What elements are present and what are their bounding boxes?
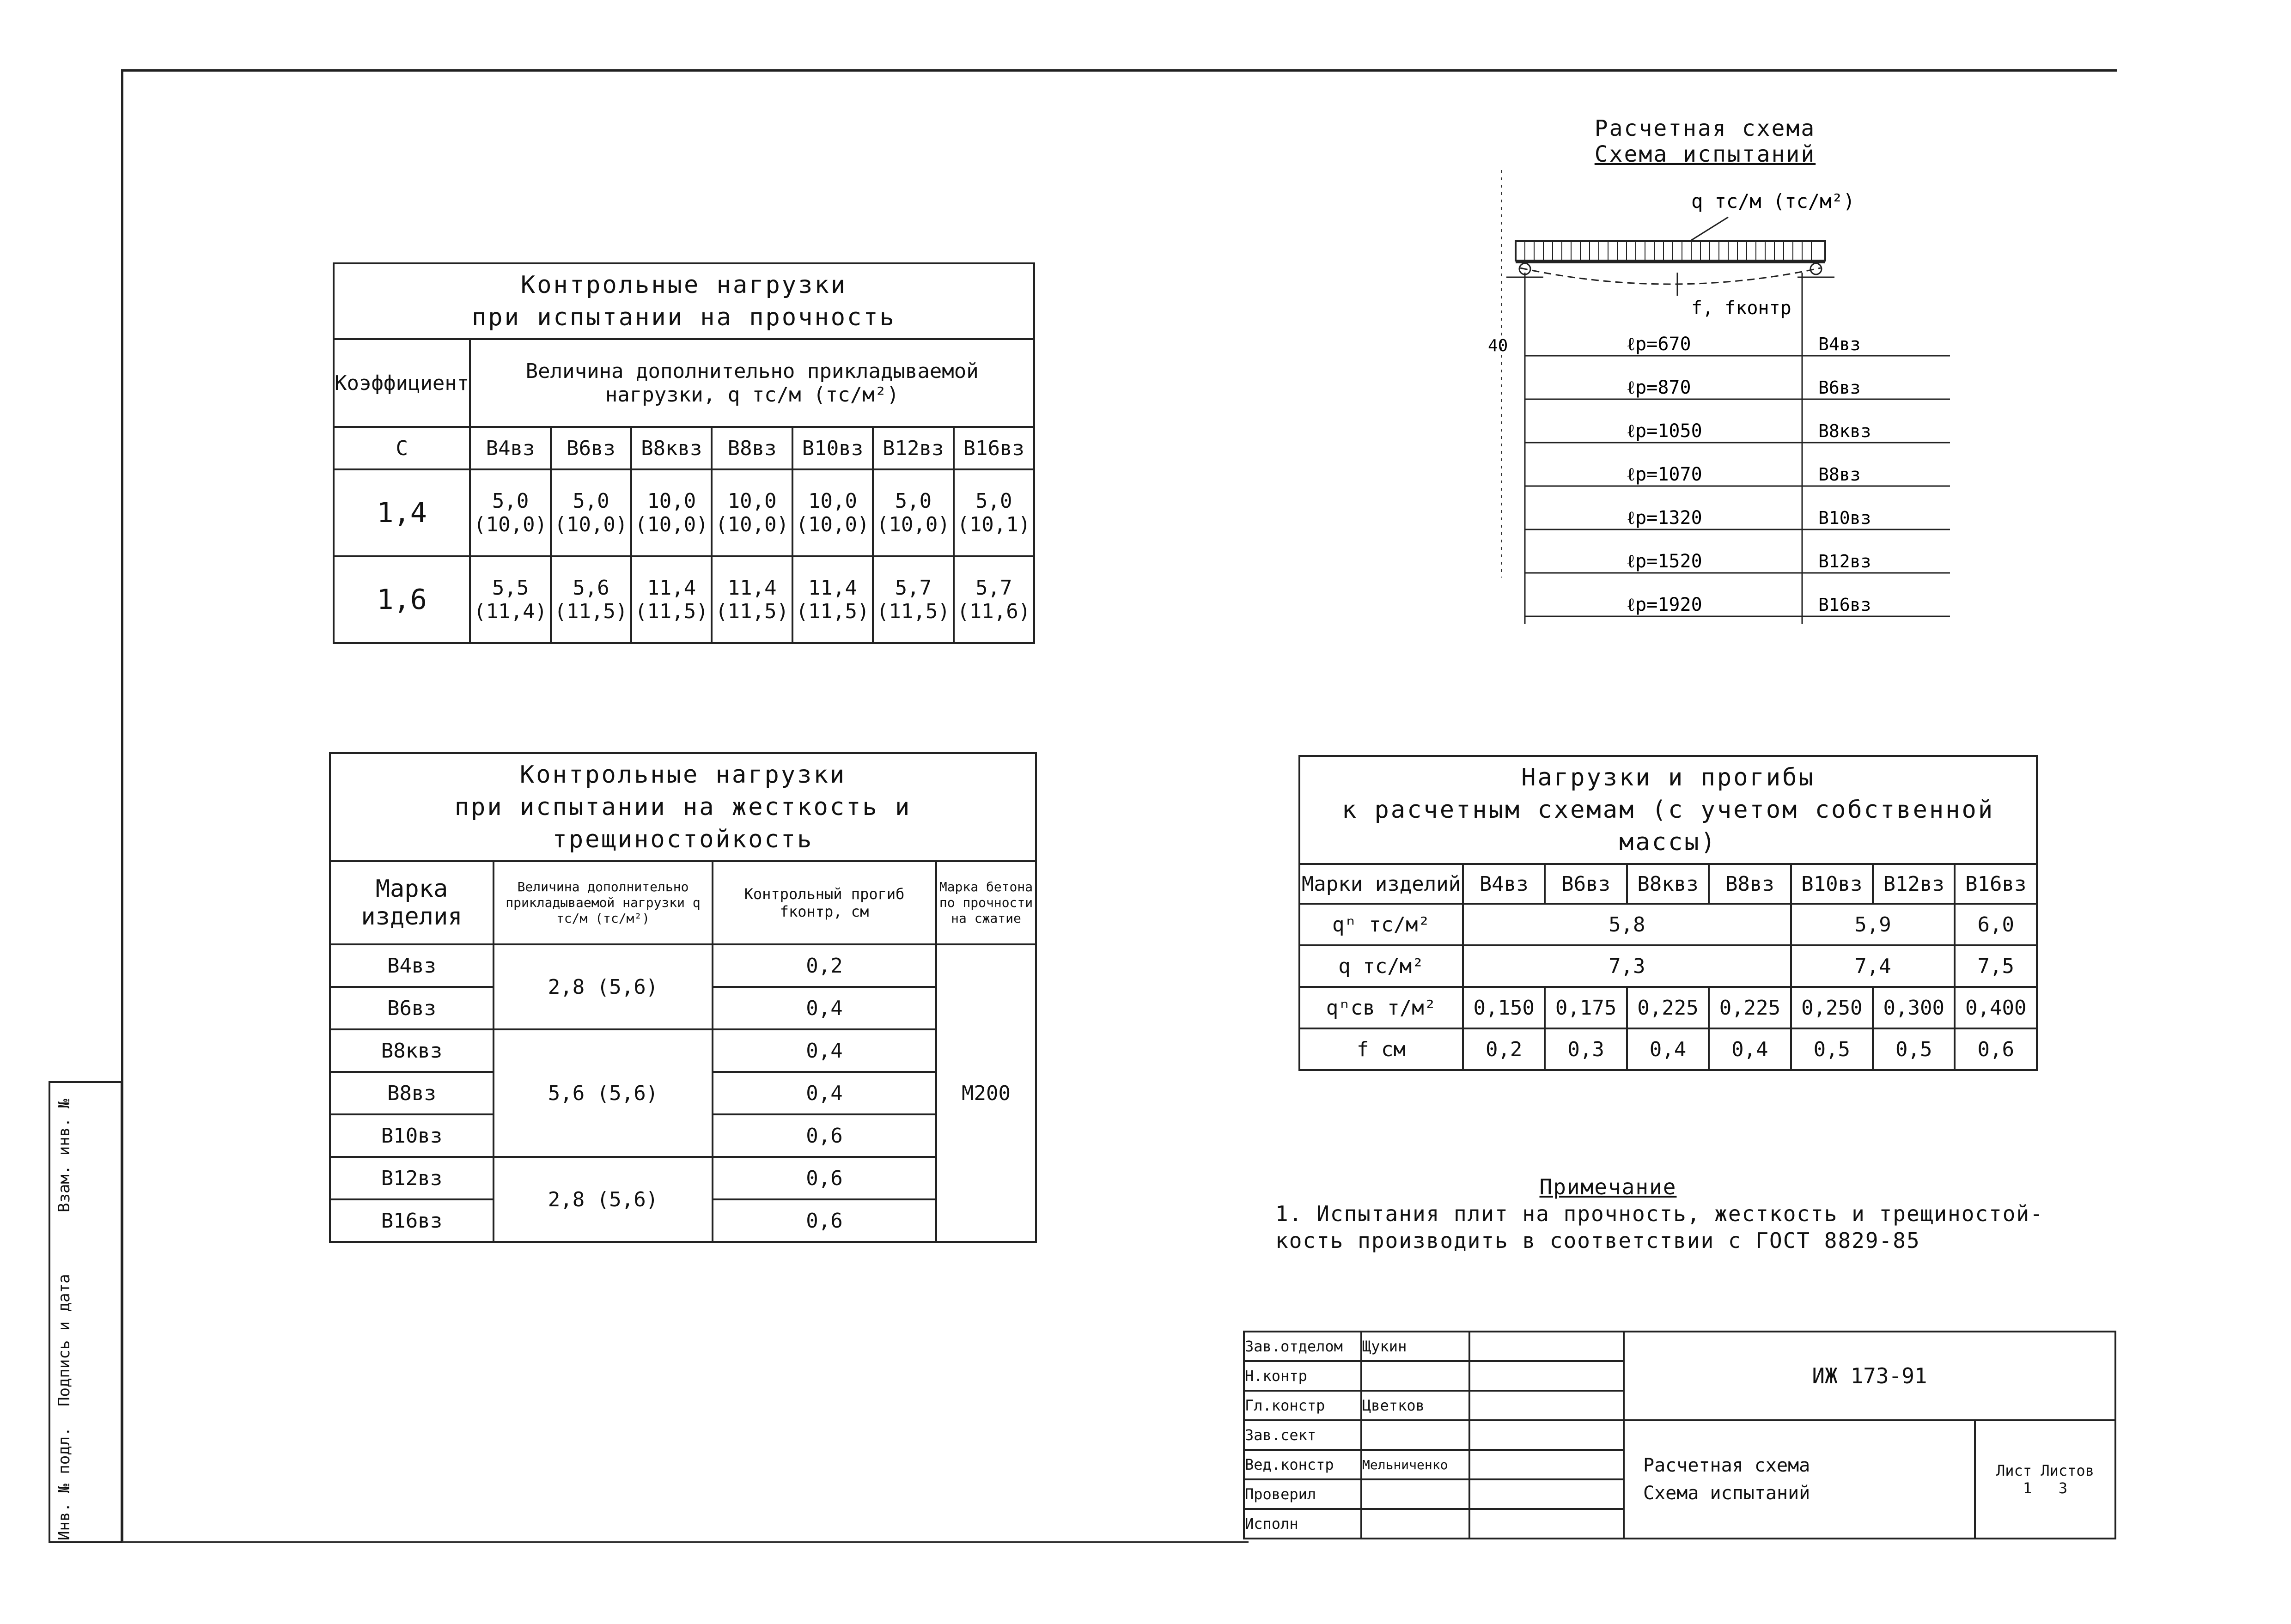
doc-code: ИЖ 173-91 xyxy=(1624,1332,2115,1420)
mark-header: В8вз xyxy=(712,427,792,469)
table-row: 1,4 5,0 (10,0) 5,0 (10,0) 10,0 (10,0) 10,0 (10,0) 10,0 (10,0) 5,0 (10,0) 5,0 (10,1) xyxy=(334,469,1034,556)
span-label: ℓр=1320 xyxy=(1627,507,1702,529)
span-mark: В12вз xyxy=(1818,551,1871,572)
support-label: 40 xyxy=(1488,336,1508,355)
span-label: ℓр=1520 xyxy=(1627,551,1702,572)
span-mark: В10вз xyxy=(1818,508,1871,528)
table-row: В8вз 0,4 xyxy=(330,1072,1036,1114)
loads-table-title: Нагрузки и прогибы к расчетным схемам (с учетом собственной массы) xyxy=(1299,756,2037,864)
table-row: В10вз 0,6 xyxy=(330,1114,1036,1157)
span-label: ℓр=1050 xyxy=(1627,420,1702,442)
coef-symbol: C xyxy=(334,427,470,469)
mark-header: В8квз xyxy=(631,427,712,469)
title-block: Зав.отделом Щукин ИЖ 173-91 Н.контр Гл.констр Цветков Зав.сект Расчетная схема Схема испытаний Лист Листов 1 3 Вед.констр Мельниченко Проверил Исполн xyxy=(1243,1331,2116,1543)
load-header: Величина дополнительно прикладываемой нагрузки, q тс/м (тс/м²) xyxy=(470,339,1034,427)
table-row: f см 0,2 0,3 0,4 0,4 0,5 0,5 0,6 xyxy=(1299,1028,2037,1070)
span-mark: В16вз xyxy=(1818,595,1871,615)
frame-bottom-border xyxy=(121,1541,1249,1543)
scheme-title: Расчетная схема Схема испытаний xyxy=(1594,116,1816,167)
strength-table xyxy=(333,262,1035,644)
mark-header: В12вз xyxy=(873,427,953,469)
table-row: 1,6 5,5 (11,4) 5,6 (11,5) 11,4 (11,5) 11,4 (11,5) 11,4 (11,5) 5,7 (11,5) 5,7 (11,6) xyxy=(334,556,1034,643)
deflection-label: f, fконтр xyxy=(1691,298,1791,319)
strength-table-title: Контрольные нагрузки при испытании на прочность xyxy=(334,263,1034,339)
span-label: ℓр=1920 xyxy=(1627,594,1702,615)
span-mark: В8вз xyxy=(1818,464,1861,485)
table-row: В6вз 0,4 xyxy=(330,987,1036,1029)
span-label: ℓр=1070 xyxy=(1627,464,1702,485)
col-deflection: Контрольный прогиб fконтр, см xyxy=(713,861,936,944)
frame-top-border xyxy=(121,69,2117,72)
table-row: В12вз 2,8 (5,6) 0,6 xyxy=(330,1157,1036,1199)
col-mark: Марка изделия xyxy=(330,861,494,944)
scheme-diagram xyxy=(1488,116,1959,633)
mark-header: В4вз xyxy=(470,427,550,469)
signature xyxy=(1469,1450,1624,1479)
table-row: В16вз 0,6 xyxy=(330,1199,1036,1242)
mark-header: В16вз xyxy=(954,427,1034,469)
span-label: ℓр=870 xyxy=(1627,377,1691,398)
signature xyxy=(1469,1332,1624,1361)
sheet-title: Расчетная схема Схема испытаний xyxy=(1624,1420,1975,1539)
span-label: ℓр=670 xyxy=(1627,334,1691,355)
stiffness-table-title: Контрольные нагрузки при испытании на жесткость и трещиностойкость xyxy=(330,753,1036,861)
side-stamp: Инв. № подл. Подпись и дата Взам. инв. № xyxy=(49,1081,122,1543)
col-concrete: Марка бетона по прочности на сжатие xyxy=(936,861,1036,944)
stiffness-table xyxy=(329,752,1037,1243)
table-row: qⁿсв т/м² 0,150 0,175 0,225 0,225 0,250 0,300 0,400 xyxy=(1299,987,2037,1028)
span-mark: В8квз xyxy=(1818,421,1871,441)
table-row: В4вз 2,8 (5,6) 0,2 М200 xyxy=(330,944,1036,987)
load-label: q тс/м (тс/м²) xyxy=(1691,190,1855,213)
signature xyxy=(1469,1391,1624,1420)
mark-header: В6вз xyxy=(551,427,631,469)
span-mark: В6вз xyxy=(1818,377,1861,398)
loads-table: Нагрузки и прогибы к расчетным схемам (с учетом собственной массы) Марки изделий В4вз В6вз В8квз В8вз В10вз В12вз В16вз qⁿ тс/м² 5,8 5,9 6,0 q тс/м² 7,3 7,4 7,5 qⁿсв т/м² 0,150 0,175 0,225 0,225 0,250 0,300 0,400 f см 0,2 0,3 0,4 0,4 0,5 0,5 0,6 xyxy=(1298,755,2038,1071)
sheet-info: Лист Листов 1 3 xyxy=(1975,1420,2115,1539)
concrete-grade: М200 xyxy=(936,944,1036,1242)
coef-header: Коэффициент xyxy=(334,339,470,427)
table-row: q тс/м² 7,3 7,4 7,5 xyxy=(1299,945,2037,987)
table-row: В8квз 5,6 (5,6) 0,4 xyxy=(330,1029,1036,1072)
mark-header: В10вз xyxy=(792,427,873,469)
note: Примечание 1. Испытания плит на прочность, жесткость и трещиностой- кость производить в соответствии с ГОСТ 8829-85 xyxy=(1275,1174,2044,1253)
span-mark: В4вз xyxy=(1818,334,1861,354)
col-load: Величина дополнительно прикладываемой нагрузки q тс/м (тс/м²) xyxy=(494,861,713,944)
table-row: qⁿ тс/м² 5,8 5,9 6,0 xyxy=(1299,904,2037,945)
deflection-curve xyxy=(1520,268,1821,284)
